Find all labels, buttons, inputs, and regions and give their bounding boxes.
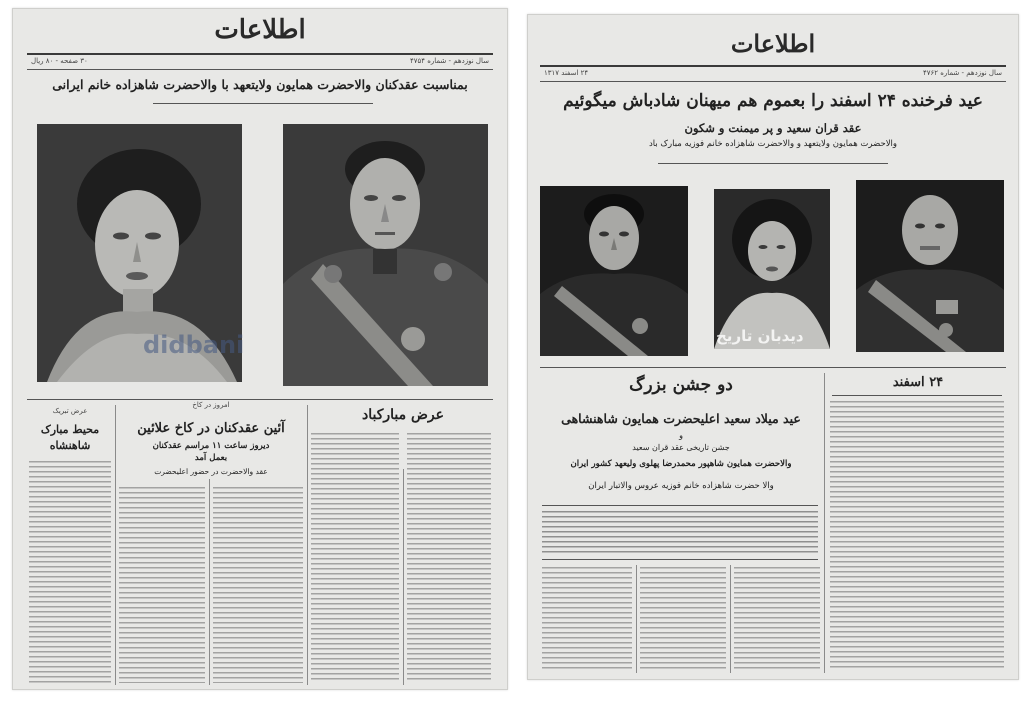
sub-line: والاحضرت همایون ولایتعهد و والاحضرت شاهزاده خانم فوزیه مبارک باد [648,139,898,149]
head-congrats: عرض مبارکباد [361,407,445,423]
photo-princess [714,189,830,349]
body-text [119,487,205,683]
main-headline: عید فرخنده ۲۴ اسفند را بعموم هم میهنان شادباش میگوئیم [563,91,983,111]
left-kicker: عرض تبریک [52,407,88,415]
photo-shah [856,180,1004,352]
section-sub3: جشن تاریخی عقد قران سعید [632,443,730,452]
section-sub4: والاحضرت همایون شاهپور محمدرضا پهلوی ولیعهد کشور ایران [570,459,792,469]
main-headline: بمناسبت عقدکنان والاحضرت همایون ولایتعهد با والاحضرت شاهزاده خانم ایرانی [52,77,468,92]
date-rule [540,81,1006,82]
watermark-site: دیدبان تاریخ [716,327,804,345]
section-title: دو جشن بزرگ [629,375,733,395]
photo-crown-prince [540,186,688,356]
body-text [830,401,1004,671]
head-ceremony-sub2: بعمل آمد [194,453,228,463]
newspaper-page-right [527,14,1019,680]
issue-line: سال نوزدهم - شماره ۴۷۶۲ [922,69,1002,77]
side-head: ۲۴ اسفند [892,375,944,390]
section-rule [540,367,1006,368]
price-line: ۳۰ صفحه - ۸۰ ریال [31,57,88,65]
masthead-rule [27,53,493,55]
head-left-2: شاهنشاه [49,439,91,452]
section-sub2: و [679,431,683,440]
head-ceremony-sub3: عقد والاحضرت در حضور اعلیحضرت [154,467,268,476]
section-rule [27,399,493,400]
photo-crown-prince [283,124,488,386]
issue-line: سال نوزدهم - شماره ۴۷۵۴ [409,57,489,65]
body-text [29,461,111,683]
masthead: اطلاعات [214,15,306,45]
body-text [640,567,726,671]
masthead-rule [540,65,1006,67]
body-text [311,433,399,683]
headline-rule [153,103,373,104]
body-text [407,433,491,683]
section-sub1: عید میلاد سعید اعلیحضرت همایون شاهنشاهی [561,411,801,426]
body-text [734,567,820,671]
date-line: ۲۴ اسفند ۱۳۱۷ [544,69,589,77]
center-kicker: امروز در کاخ [192,401,230,409]
head-left-1: محیط مبارک [40,423,100,436]
date-rule [27,69,493,70]
body-text [213,487,303,683]
lead-paragraph [542,511,818,553]
watermark-logo: didbani [143,331,245,359]
section-sub5: والا حضرت شاهزاده خانم فوزیه عروس والاتبار ایران [588,481,774,491]
body-text [542,567,632,671]
head-ceremony: آئین عقدکنان در کاخ علائین [137,421,285,436]
head-ceremony-sub1: دیروز ساعت ۱۱ مراسم عقدکنان [152,441,270,451]
headline-rule [658,163,888,164]
masthead: اطلاعات [730,29,816,58]
newspaper-page-left [12,8,508,690]
sub-headline: عقد قران سعید و پر میمنت و شکون [684,121,862,135]
